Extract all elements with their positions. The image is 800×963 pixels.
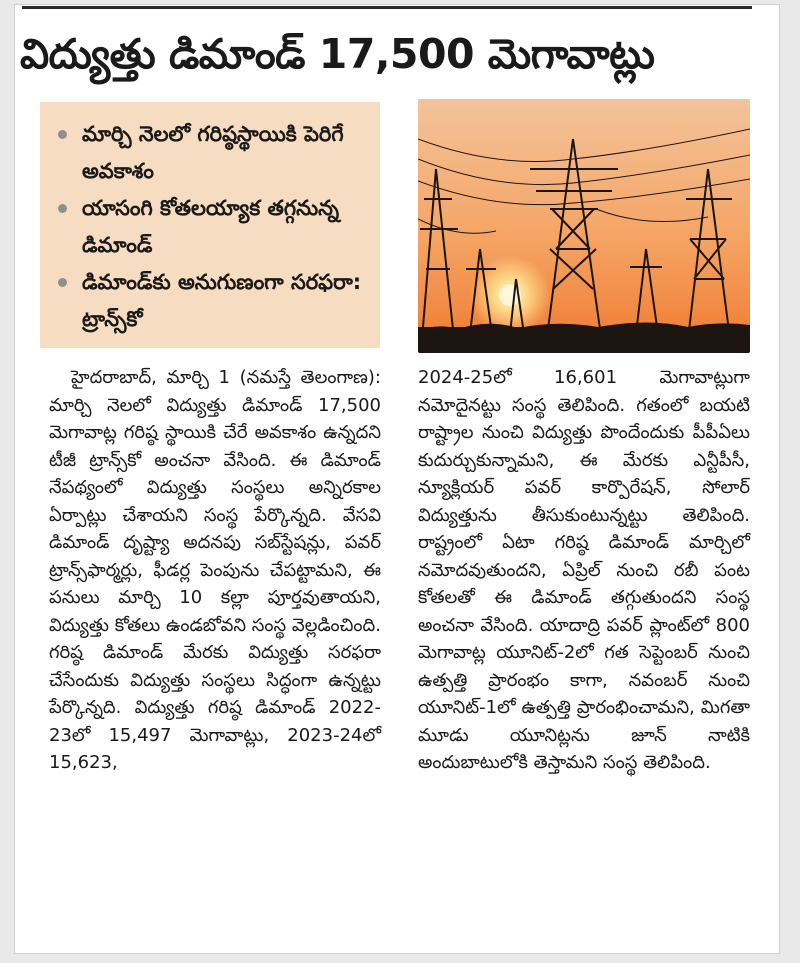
article-text-right: 2024-25లో 16,601 మెగావాట్లుగా నమోదైనట్టు సంస్థ తెలిపింది. గతంలో బయటి రాష్ట్రాల నుంచి విద్యుత్తు పొందేందుకు పీపీఏలు కుదుర్చుకున్నామని, ఈ మేరకు ఎన్టీపీసీ, న్యూక్లియర్ పవర్ కార్పొరేషన్, సోలార్ విద్యుత్తును తీసుకుంటున్నట్టు తెలిపింది. రాష్ట్రంలో ఏటా గరిష్ఠ డిమాండ్ మార్చిలో నమోదవుతుందని, ఏప్రిల్ నుంచి రబీ పంట కోతలతో ఈ డిమాండ్ తగ్గుతుందని సంస్థ అంచనా వేసింది. యాదాద్రి పవర్ ప్లాంట్‌లో 800 మెగావాట్ల యూనిట్-2లో గత సెప్టెంబర్ నుంచి ఉత్పత్తి ప్రారంభం కాగా, నవంబర్ నుంచి యూనిట్-1లో ఉత్పత్తి ప్రారంభించామని, మిగతా మూడు యూనిట్లను జూన్ నాటికి అందుబాటులోకి తెస్తామని సంస్థ తెలిపింది. [418, 367, 750, 773]
bullet-dot-icon [58, 204, 67, 213]
highlight-item [54, 116, 380, 190]
highlight-text: డిమాండ్‌కు అనుగుణంగా సరఫరా: ట్రాన్స్‌కో [82, 270, 362, 331]
highlight-item [54, 264, 380, 338]
highlights-list [40, 102, 380, 338]
highlight-text: మార్చి నెలలో గరిష్ఠస్థాయికి పెరిగే అవకాశం [82, 122, 344, 183]
article-text-left: హైదరాబాద్, మార్చి 1 (నమస్తే తెలంగాణ): మార్చి నెలలో విద్యుత్తు డిమాండ్ 17,500 మెగావాట్ల గరిష్ఠ స్థాయికి చేరే అవకాశం ఉన్నదని టీజీ ట్రాన్స్‌కో అంచనా వేసింది. ఈ డిమాండ్ నేపథ్యంలో విద్యుత్తు సంస్థలు అన్నిరకాల ఏర్పాట్లు చేశాయని సంస్థ పేర్కొన్నది. వేసవి డిమాండ్ దృష్ట్యా అదనపు సబ్‌స్టేషన్లు, పవర్ ట్రాన్స్‌ఫార్మర్లు, ఫీడర్ల పెంపును చేపట్టామని, ఈ పనులు మార్చి 10 కల్లా పూర్తవుతాయని, విద్యుత్తు కోతలు ఉండబోవని సంస్థ వెల్లడించింది. గరిష్ఠ డిమాండ్ మేరకు విద్యుత్తు సరఫరా చేసేందుకు విద్యుత్తు సంస్థలు సిద్ధంగా ఉన్నట్టు పేర్కొన్నది. విద్యుత్తు గరిష్ఠ డిమాండ్ 2022-23లో 15,497 మెగావాట్లు, 2023-24లో 15,623, [49, 367, 381, 773]
highlight-text: యాసంగి కోతలయ్యాక తగ్గనున్న డిమాండ్ [82, 196, 340, 257]
power-towers-photo [418, 99, 750, 353]
power-transmission-towers-photo [418, 99, 750, 353]
top-rule [22, 6, 752, 9]
highlight-item [54, 190, 380, 264]
headline: విద్యుత్తు డిమాండ్ 17,500 మెగావాట్లు [20, 30, 655, 78]
highlights-box [40, 102, 380, 348]
article-column-right [418, 364, 750, 777]
bullet-dot-icon [58, 278, 67, 287]
article-column-left [49, 364, 381, 777]
bullet-dot-icon [58, 130, 67, 139]
